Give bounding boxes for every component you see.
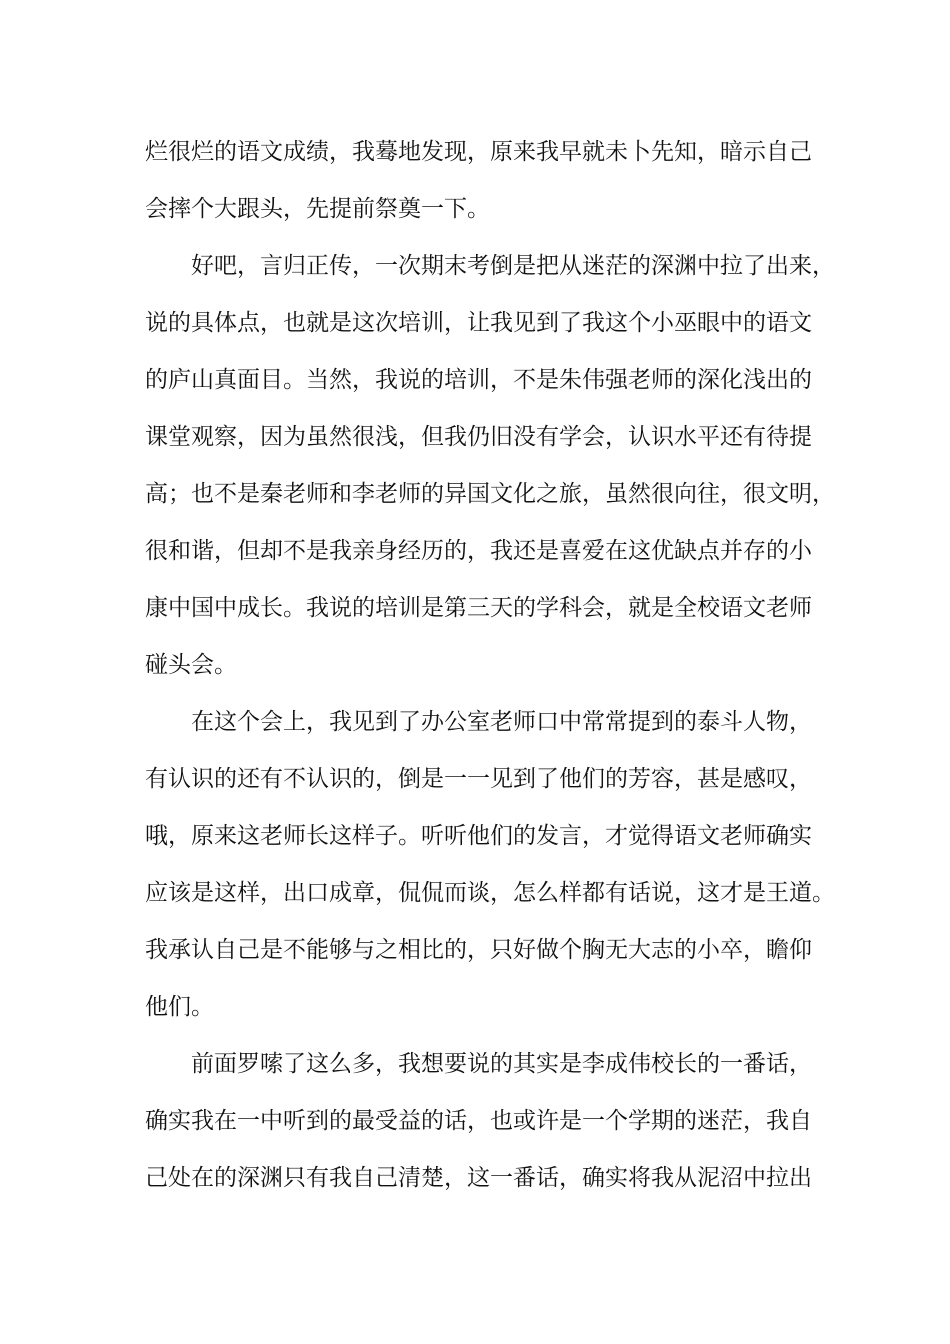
- text-line-16: 他们。: [145, 994, 214, 1020]
- text-line-17: 前面罗嗦了这么多，我想要说的其实是李成伟校长的一番话，: [191, 1051, 812, 1077]
- text-line-4: 说的具体点，也就是这次培训，让我见到了我这个小巫眼中的语文: [145, 310, 812, 336]
- text-line-1: 烂很烂的语文成绩，我蓦地发现，原来我早就未卜先知，暗示自己: [145, 139, 812, 165]
- text-line-14: 应该是这样，出口成章，侃侃而谈，怎么样都有话说，这才是王道。: [145, 880, 835, 906]
- text-line-10: 碰头会。: [145, 652, 237, 678]
- text-line-19: 己处在的深渊只有我自己清楚，这一番话，确实将我从泥沼中拉出: [145, 1165, 812, 1191]
- text-line-7: 高；也不是秦老师和李老师的异国文化之旅，虽然很向往，很文明，: [145, 481, 835, 507]
- text-line-11: 在这个会上，我见到了办公室老师口中常常提到的泰斗人物，: [191, 709, 812, 735]
- text-line-3: 好吧，言归正传，一次期末考倒是把从迷茫的深渊中拉了出来，: [191, 253, 835, 279]
- text-line-8: 很和谐，但却不是我亲身经历的，我还是喜爱在这优缺点并存的小: [145, 538, 812, 564]
- text-line-6: 课堂观察，因为虽然很浅，但我仍旧没有学会，认识水平还有待提: [145, 424, 812, 450]
- text-line-12: 有认识的还有不认识的，倒是一一见到了他们的芳容，甚是感叹，: [145, 766, 812, 792]
- text-line-2: 会摔个大跟头，先提前祭奠一下。: [145, 196, 490, 222]
- document-body: [145, 130, 835, 1213]
- text-line-5: 的庐山真面目。当然，我说的培训，不是朱伟强老师的深化浅出的: [145, 367, 812, 393]
- text-line-9: 康中国中成长。我说的培训是第三天的学科会，就是全校语文老师: [145, 595, 812, 621]
- text-line-18: 确实我在一中听到的最受益的话，也或许是一个学期的迷茫，我自: [145, 1108, 812, 1134]
- text-line-13: 哦，原来这老师长这样子。听听他们的发言，才觉得语文老师确实: [145, 823, 812, 849]
- text-line-15: 我承认自己是不能够与之相比的，只好做个胸无大志的小卒，瞻仰: [145, 937, 812, 963]
